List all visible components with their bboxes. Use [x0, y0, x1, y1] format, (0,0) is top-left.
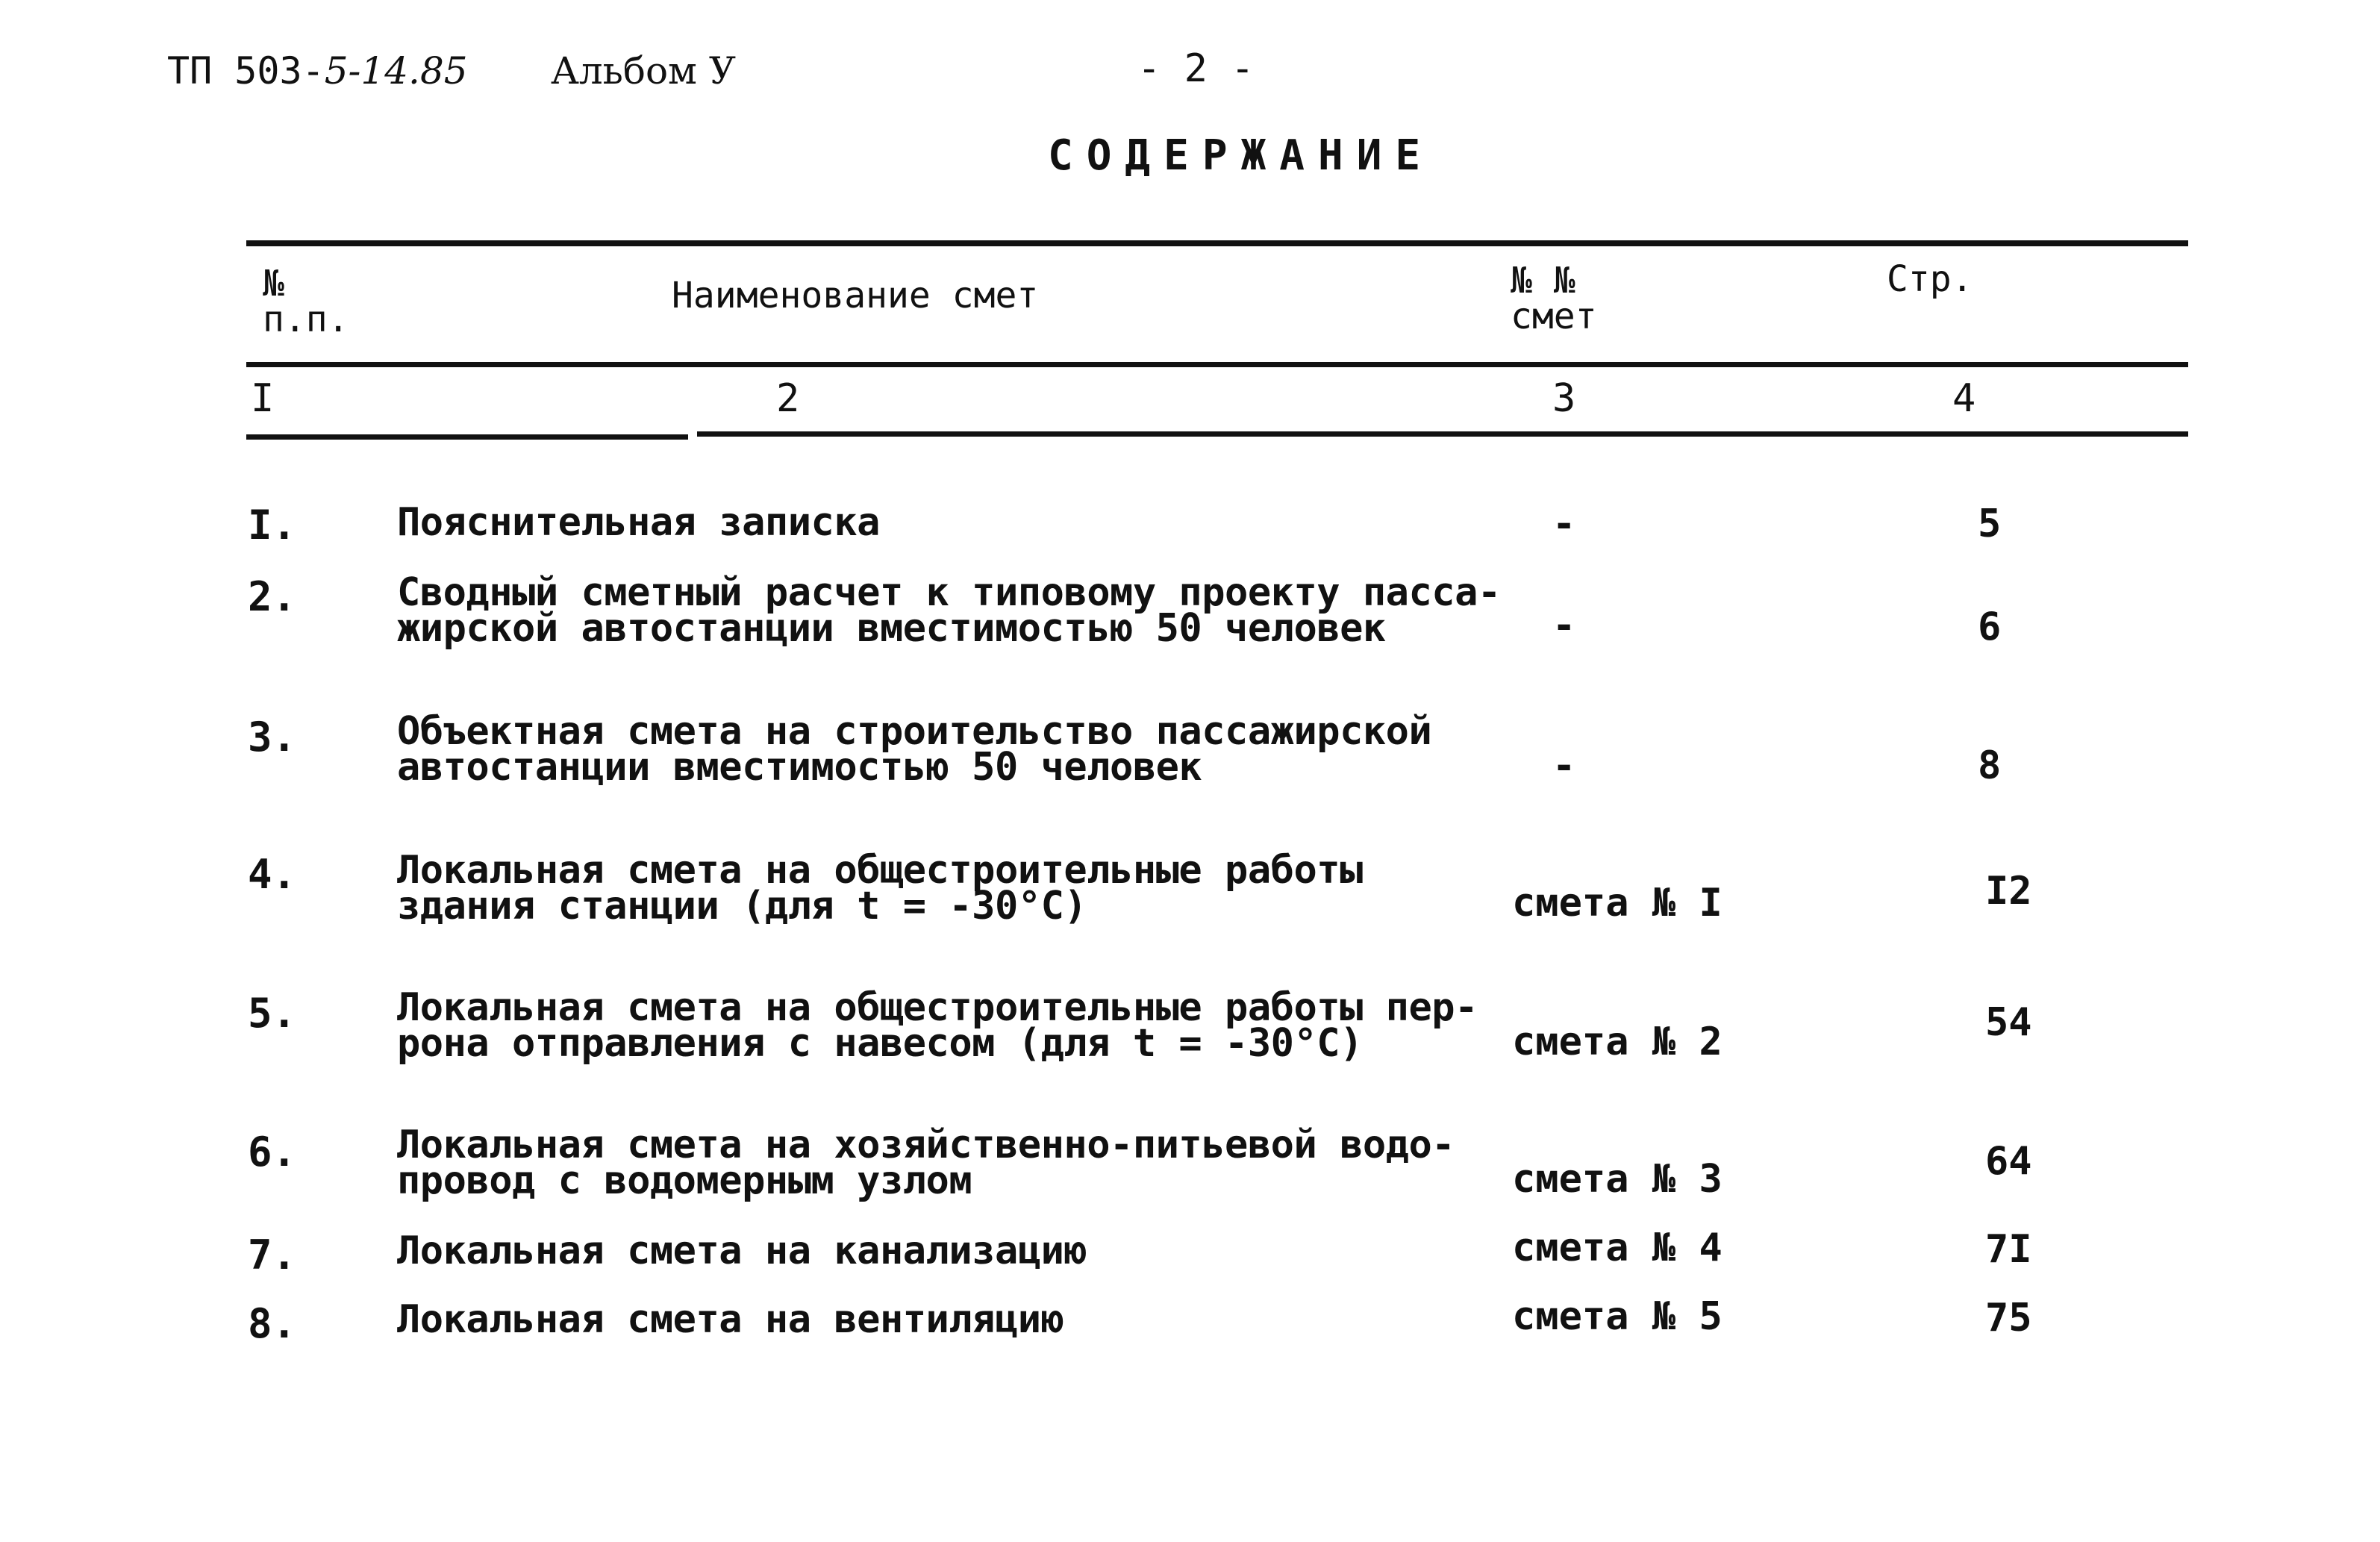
row-6-page: 64 — [1985, 1139, 2032, 1184]
table-colnum-rule-right — [697, 431, 2188, 437]
row-8-number: 8. — [248, 1300, 297, 1347]
document-code — [167, 49, 468, 93]
column-number-2: 2 — [776, 376, 800, 421]
row-7-title — [397, 1229, 1087, 1273]
row-4-code: смета № I — [1512, 881, 1722, 925]
row-4-title — [397, 848, 1363, 928]
row-5-page: 54 — [1985, 1000, 2032, 1045]
row-8-code: смета № 5 — [1512, 1294, 1722, 1339]
row-4-title-line1: Локальная смета на общестроительные работы — [397, 848, 1363, 893]
row-3-code: - — [1552, 743, 1576, 788]
row-5-title — [397, 985, 1478, 1066]
row-5-number: 5. — [248, 990, 297, 1037]
row-3-title — [397, 709, 1432, 790]
row-3-number: 3. — [248, 714, 297, 761]
row-2-number: 2. — [248, 573, 297, 620]
column-header-num-line1: № — [263, 263, 284, 305]
row-8-page: 75 — [1985, 1296, 2032, 1340]
row-4-page: I2 — [1985, 869, 2032, 914]
row-1-number: I. — [248, 502, 297, 549]
column-header-code-line2: смет — [1511, 296, 1597, 337]
document-code-handwritten: 5-14.85 — [324, 49, 468, 93]
document-code-prefix: ТП 503- — [167, 49, 325, 93]
column-header-name: Наименование смет — [672, 275, 1039, 316]
table-colnum-rule-left — [246, 434, 688, 440]
row-7-page: 7I — [1985, 1227, 2032, 1272]
row-8-title — [397, 1297, 1064, 1342]
row-7-title-line1: Локальная смета на канализацию — [397, 1229, 1087, 1273]
column-number-1: I — [251, 376, 275, 421]
row-6-title-line1: Локальная смета на хозяйственно-питьевой водо- — [397, 1123, 1455, 1167]
row-6-number: 6. — [248, 1129, 297, 1176]
column-header-num — [263, 263, 349, 340]
row-5-title-line1: Локальная смета на общестроительные работы пер- — [397, 985, 1478, 1030]
column-header-code-line1: № № — [1511, 260, 1575, 302]
row-6-code: смета № 3 — [1512, 1157, 1722, 1202]
column-number-3: 3 — [1552, 376, 1576, 421]
row-2-code: - — [1552, 603, 1576, 648]
column-header-num-line2: п.п. — [263, 299, 349, 340]
album-label: Альбом У — [551, 49, 736, 93]
row-1-page: 5 — [1978, 502, 2002, 546]
row-4-title-line2: здания станции (для t = -30°С) — [397, 884, 1087, 928]
row-3-title-line2: автостанции вместимостью 50 человек — [397, 745, 1202, 790]
column-number-4: 4 — [1952, 376, 1976, 421]
row-7-code: смета № 4 — [1512, 1226, 1722, 1270]
row-3-page: 8 — [1978, 743, 2002, 788]
row-4-number: 4. — [248, 851, 297, 898]
column-header-page: Стр. — [1887, 258, 1973, 300]
row-5-title-line2: рона отправления с навесом (для t = -30°С) — [397, 1021, 1363, 1066]
row-2-title — [397, 570, 1501, 651]
row-6-title-line2: провод с водомерным узлом — [397, 1158, 972, 1203]
row-5-code: смета № 2 — [1512, 1020, 1722, 1064]
row-1-title-line1: Пояснительная записка — [397, 500, 880, 545]
table-top-rule — [246, 240, 2188, 246]
row-1-title — [397, 500, 880, 545]
row-6-title — [397, 1123, 1455, 1203]
row-2-page: 6 — [1978, 605, 2002, 649]
page-title: СОДЕРЖАНИЕ — [1048, 131, 1434, 180]
row-2-title-line1: Сводный сметный расчет к типовому проекту пасса- — [397, 570, 1501, 615]
table-header-rule — [246, 362, 2188, 367]
row-8-title-line1: Локальная смета на вентиляцию — [397, 1297, 1064, 1342]
row-1-code: - — [1552, 502, 1576, 546]
column-header-code — [1511, 260, 1597, 337]
row-3-title-line1: Объектная смета на строительство пассажирской — [397, 709, 1432, 754]
row-7-number: 7. — [248, 1232, 297, 1279]
row-2-title-line2: жирской автостанции вместимостью 50 человек — [397, 606, 1386, 651]
page-number: - 2 - — [1137, 46, 1255, 91]
